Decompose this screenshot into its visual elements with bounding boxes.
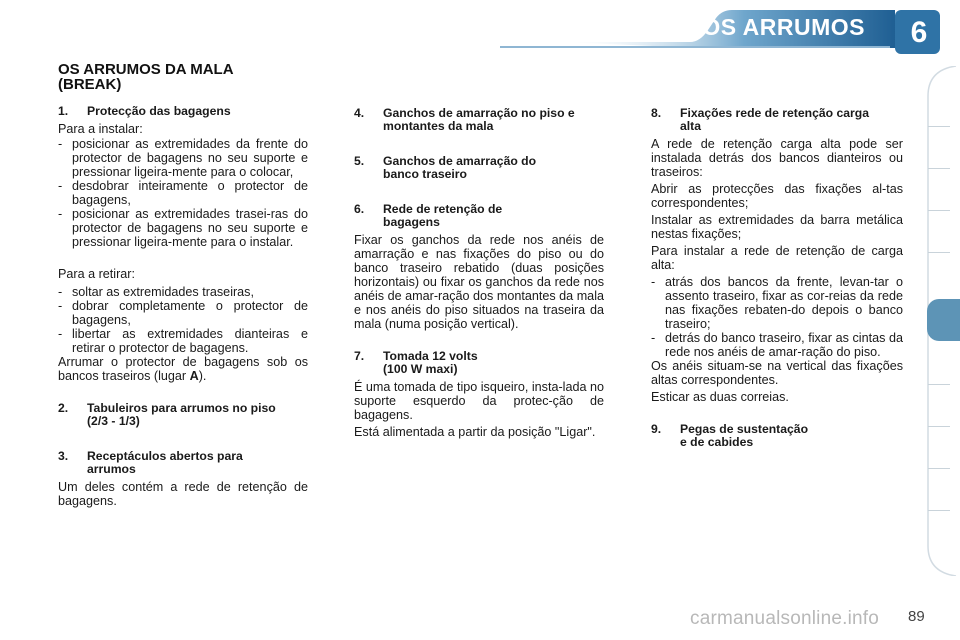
page-number: 89 (908, 608, 925, 625)
paragraph: Os anéis situam-se na vertical das fixações altas correspondentes. (651, 359, 903, 387)
receptacle-text: Um deles contém a rede de retenção de bagagens. (58, 480, 308, 508)
chapter-tab-3[interactable] (928, 210, 950, 249)
chapter-tab-active[interactable] (927, 299, 960, 341)
column-middle (354, 107, 604, 440)
list-item: - detrás do banco traseiro, fixar as cintas da rede nos anéis de amar-ração do piso. (651, 331, 903, 359)
heading-8: 8. Fixações rede de retenção carga alta (651, 106, 870, 133)
list-item: - posicionar as extremidades da frente do protector de bagagens no seu suporte e pressionar ligeira-mente para o colocar, (58, 137, 308, 179)
paragraph: Esticar as duas correias. (651, 390, 789, 404)
paragraph: Instalar as extremidades da barra metálica nestas fixações; (651, 213, 903, 241)
heading-7: 7. Tomada 12 volts (100 W maxi) (354, 349, 478, 376)
watermark: carmanualsonline.info (690, 608, 880, 629)
list-item: - soltar as extremidades traseiras, (58, 285, 254, 299)
heading-number: 1. (58, 104, 69, 118)
heading-text: Protecção das bagagens (87, 104, 231, 118)
section-title: OS ARRUMOS DA MALA (BREAK) (58, 61, 233, 93)
net-text: Fixar os ganchos da rede nos anéis de amarração e nas fixações do piso ou do banco traseiro rebatido (duas posições horizontais) ou fixar os ganchos da rede nos anéis de amar-ração dos montantes da mala e nos anéis do piso situados na traseira da mala (numa posição vertical). (354, 233, 604, 331)
location-letter: A (189, 369, 199, 383)
store-paragraph: Arrumar o protector de bagagens sob os bancos traseiros (lugar A). (58, 355, 308, 383)
paragraph: Para instalar a rede de retenção de carga alta: (651, 244, 903, 272)
paragraph: A rede de retenção carga alta pode ser instalada detrás dos bancos dianteiros ou traseiros: (651, 137, 903, 179)
remove-intro: Para a retirar: (58, 267, 135, 281)
heading-2: 2. Tabuleiros para arrumos no piso (2/3 - 1/3) (58, 401, 276, 428)
list-item: - posicionar as extremidades trasei-ras do protector de bagagens no seu suporte e pressionar ligeira-mente para o instalar. (58, 207, 308, 249)
heading-5: 5. Ganchos de amarração do banco traseiro (354, 154, 537, 181)
socket-text-2: Está alimentada a partir da posição "Ligar". (354, 425, 596, 439)
list-item: - atrás dos bancos da frente, levan-tar o assento traseiro, fixar as cor-reias da rede nas fixações rebaten-do depois o banco traseiro; (651, 275, 903, 331)
list-item: - libertar as extremidades dianteiras e retirar o protector de bagagens. (58, 327, 308, 355)
paragraph: Abrir as protecções das fixações al-tas correspondentes; (651, 182, 903, 210)
install-intro: Para a instalar: (58, 122, 143, 136)
chapter-tab-2[interactable] (928, 168, 950, 207)
column-right (651, 107, 903, 453)
chapter-tab-8[interactable] (928, 426, 950, 465)
heading-4: 4. Ganchos de amarração no piso e montantes da mala (354, 106, 575, 133)
heading-3: 3. Receptáculos abertos para arrumos (58, 449, 243, 476)
chapter-tab-4[interactable] (928, 252, 950, 291)
chapter-tab-1[interactable] (928, 126, 950, 165)
heading-6: 6. Rede de retenção de bagagens (354, 202, 503, 229)
column-left (58, 62, 308, 509)
chapter-tab-7[interactable] (928, 384, 950, 423)
heading-1 (58, 105, 308, 118)
chapter-tab-10[interactable] (928, 510, 950, 549)
page-header (0, 0, 960, 60)
socket-text-1: É uma tomada de tipo isqueiro, insta-lada no suporte esquerdo da protec-ção de bagagens. (354, 380, 604, 422)
heading-9: 9. Pegas de sustentação e de cabides (651, 422, 809, 449)
chapter-number-badge: 6 (910, 16, 928, 49)
list-item: - dobrar completamente o protector de bagagens, (58, 299, 308, 327)
chapter-title: OS ARRUMOS (702, 14, 865, 40)
chapter-tab-9[interactable] (928, 468, 950, 507)
list-item: - desdobrar inteiramente o protector de bagagens, (58, 179, 308, 207)
